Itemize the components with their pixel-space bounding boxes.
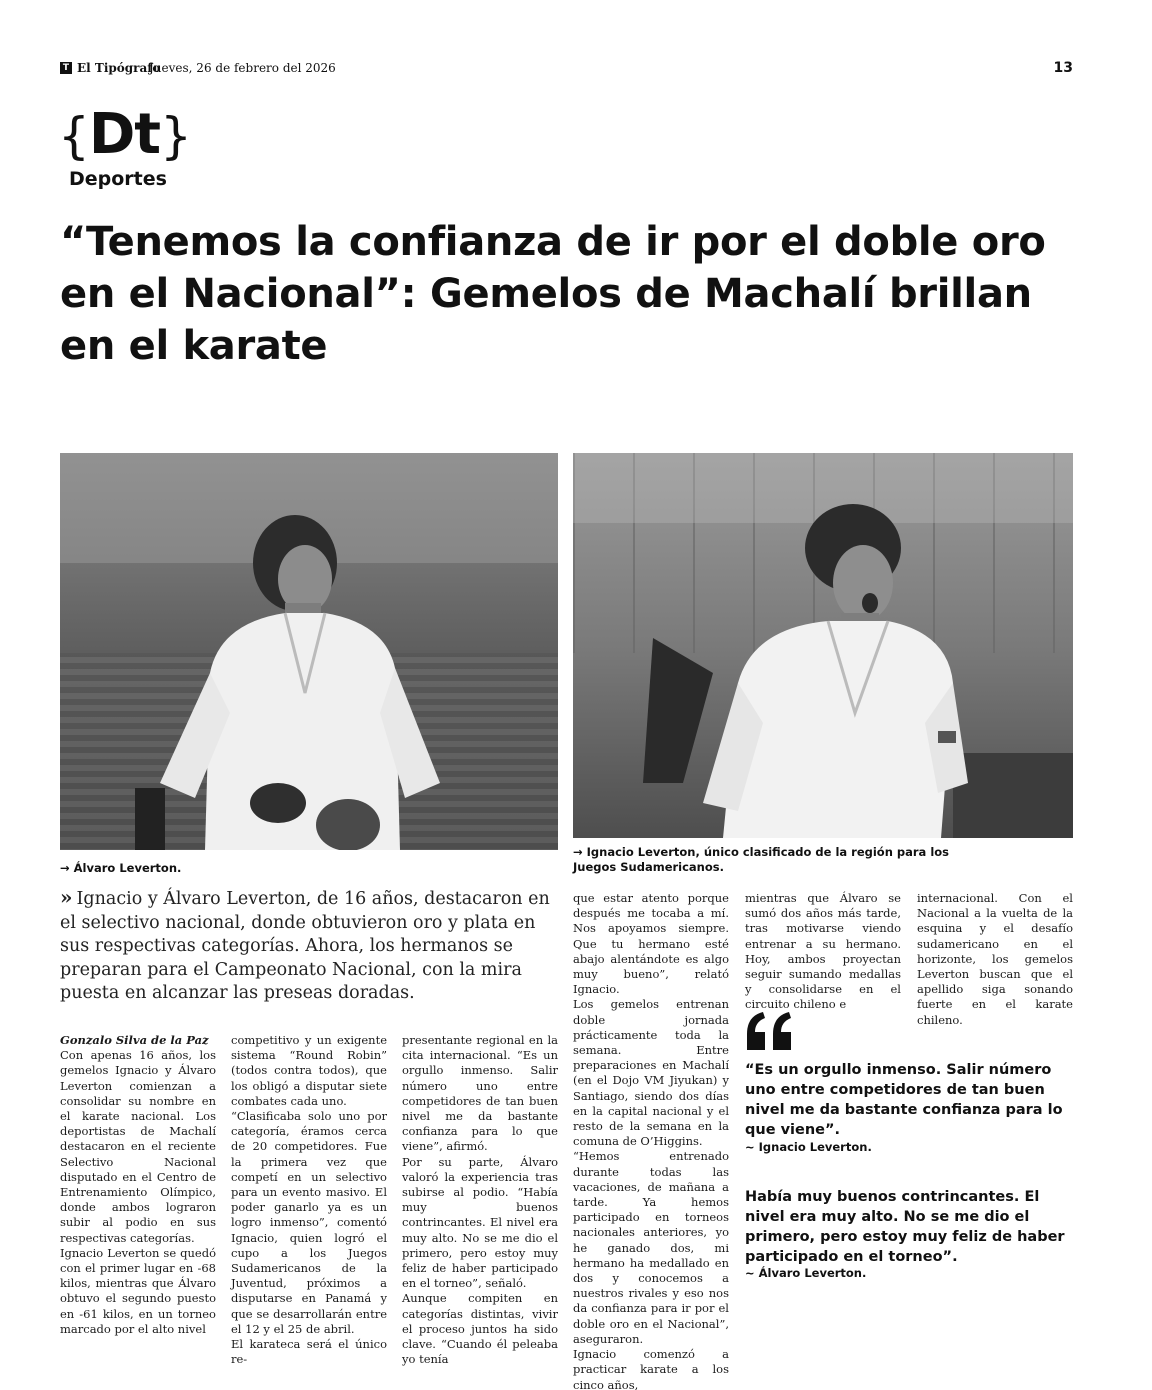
arrow-right-icon: → <box>573 845 583 859</box>
caption-text: Álvaro Leverton. <box>73 861 182 875</box>
photo-caption-2 <box>573 845 993 875</box>
article-headline: “Tenemos la confianza de ir por el doble oro en el Nacional”: Gemelos de Machalí brillan en el karate <box>60 219 1046 369</box>
page-number: 13 <box>1053 60 1073 76</box>
section-brace-open: { <box>58 107 89 165</box>
section-name: Deportes <box>69 168 167 190</box>
body-paragraph: que estar atento porque después me tocaba a mí. Nos apoyamos siempre. Que tu hermano esté abajo alentándote es algo muy bueno”, relató Ignacio. <box>573 891 729 997</box>
pull-quote-2: Había muy buenos contrincantes. El nivel era muy alto. No se me dio el primero, pero estoy muy feliz de haber participado en el torneo”. <box>745 1189 1065 1265</box>
body-column-4 <box>573 891 729 1390</box>
body-paragraph: Con apenas 16 años, los gemelos Ignacio y Álvaro Leverton comienzan a consolidar su nombre en el karate nacional. Los deportistas de Machalí destacaron en el reciente Selectivo Nacional disputado en el Centro de Entrenamiento Olímpico, donde ambos lograron subir al podio en sus respectivas categorías. <box>60 1048 216 1245</box>
newspaper-logo: T <box>60 62 72 74</box>
publication-date: Jueves, 26 de febrero del 2026 <box>149 61 336 75</box>
photo-alvaro-leverton <box>60 453 558 850</box>
body-paragraph: El karateca será el único re- <box>231 1337 387 1367</box>
section-logo <box>58 100 191 170</box>
body-paragraph: presentante regional en la cita internacional. “Es un orgullo inmenso. Salir número uno entre competidores de tan buen nivel me da bastante confianza para lo que viene”, afirmó. <box>402 1033 558 1154</box>
body-paragraph: Ignacio Leverton se quedó con el primer lugar en -68 kilos, mientras que Álvaro obtuvo el segundo puesto en -61 kilos, en un torneo marcado por el alto nivel <box>60 1245 216 1336</box>
body-paragraph: competitivo y un exigente sistema “Round Robin” (todos contra todos), que los obligó a disputar siete combates cada uno. <box>231 1033 387 1108</box>
body-column-1 <box>60 1033 216 1337</box>
quote-mark-icon <box>743 1010 795 1054</box>
body-column-5 <box>745 891 901 1013</box>
photo-ignacio-leverton <box>573 453 1073 838</box>
lede-text: Ignacio y Álvaro Leverton, de 16 años, destacaron en el selectivo nacional, donde obtuvieron oro y plata en sus respectivas categorías. Ahora, los hermanos se preparan para el Campeonato Nacional, con la mira puesta en alcanzar las preseas doradas. <box>60 889 550 1003</box>
body-paragraph: internacional. Con el Nacional a la vuelta de la esquina y el desafío sudamericano en el horizonte, los gemelos Leverton buscan que el apellido siga sonando fuerte en el karate chileno. <box>917 891 1073 1027</box>
pull-quote-1: “Es un orgullo inmenso. Salir número uno entre competidores de tan buen nivel me da bastante confianza para lo que viene”. <box>745 1062 1063 1138</box>
page-header <box>60 60 1073 78</box>
body-column-6 <box>917 891 1073 1028</box>
body-paragraph: Ignacio comenzó a practicar karate a los cinco años, <box>573 1347 729 1390</box>
body-paragraph: “Hemos entrenado durante todas las vacaciones, de mañana a tarde. Ya hemos participado en torneos nacionales anteriores, yo he ganado dos, mi hermano ha medallado en dos y conocemos a nuestros rivales y eso nos da confianza para ir por el doble oro en el Nacional”, aseguraron. <box>573 1149 729 1346</box>
pull-quote-attribution-2: ~ Álvaro Leverton. <box>745 1266 867 1280</box>
body-column-3 <box>402 1033 558 1367</box>
pull-quote-attribution-1: ~ Ignacio Leverton. <box>745 1140 872 1154</box>
body-column-2 <box>231 1033 387 1367</box>
byline: Gonzalo Silva de la Paz <box>60 1033 209 1047</box>
body-paragraph: mientras que Álvaro se sumó dos años más tarde, tras motivarse viendo entrenar a su hermano. Hoy, ambos proyectan seguir sumando medallas y consolidarse en el circuito chileno e <box>745 891 901 1012</box>
lede-marker-icon: » <box>60 885 73 909</box>
section-code: Dt <box>88 102 161 167</box>
article-lede <box>60 886 560 1006</box>
newspaper-name: El Tipógrafo <box>77 61 161 75</box>
photo-caption-1 <box>60 861 181 876</box>
body-paragraph: Los gemelos entrenan doble jornada prácticamente toda la semana. Entre preparaciones en Machalí (en el Dojo VM Jiyukan) y Santiago, siendo dos días en la capital nacional y el resto de la semana en la comuna de O’Higgins. <box>573 997 729 1149</box>
section-brace-close: } <box>160 107 191 165</box>
body-paragraph: Aunque compiten en categorías distintas, vivir el proceso juntos ha sido clave. “Cuando él peleaba yo tenía <box>402 1291 558 1367</box>
body-paragraph: “Clasificaba solo uno por categoría, éramos cerca de 20 competidores. Fue la primera vez que competí en un selectivo para un evento masivo. El poder ganarlo ya es un logro inmenso”, comentó Ignacio, quien logró el cupo a los Juegos Sudamericanos de la Juventud, próximos a disputarse en Panamá y que se desarrollarán entre el 12 y el 25 de abril. <box>231 1109 387 1336</box>
caption-text: Ignacio Leverton, único clasificado de la región para los Juegos Sudamericanos. <box>573 845 950 874</box>
body-paragraph: Por su parte, Álvaro valoró la experiencia tras subirse al podio. “Había muy buenos contrincantes. El nivel era muy alto. No se me dio el primero, pero estoy muy feliz de haber participado en el torneo”, señaló. <box>402 1154 558 1291</box>
arrow-right-icon: → <box>60 861 70 875</box>
